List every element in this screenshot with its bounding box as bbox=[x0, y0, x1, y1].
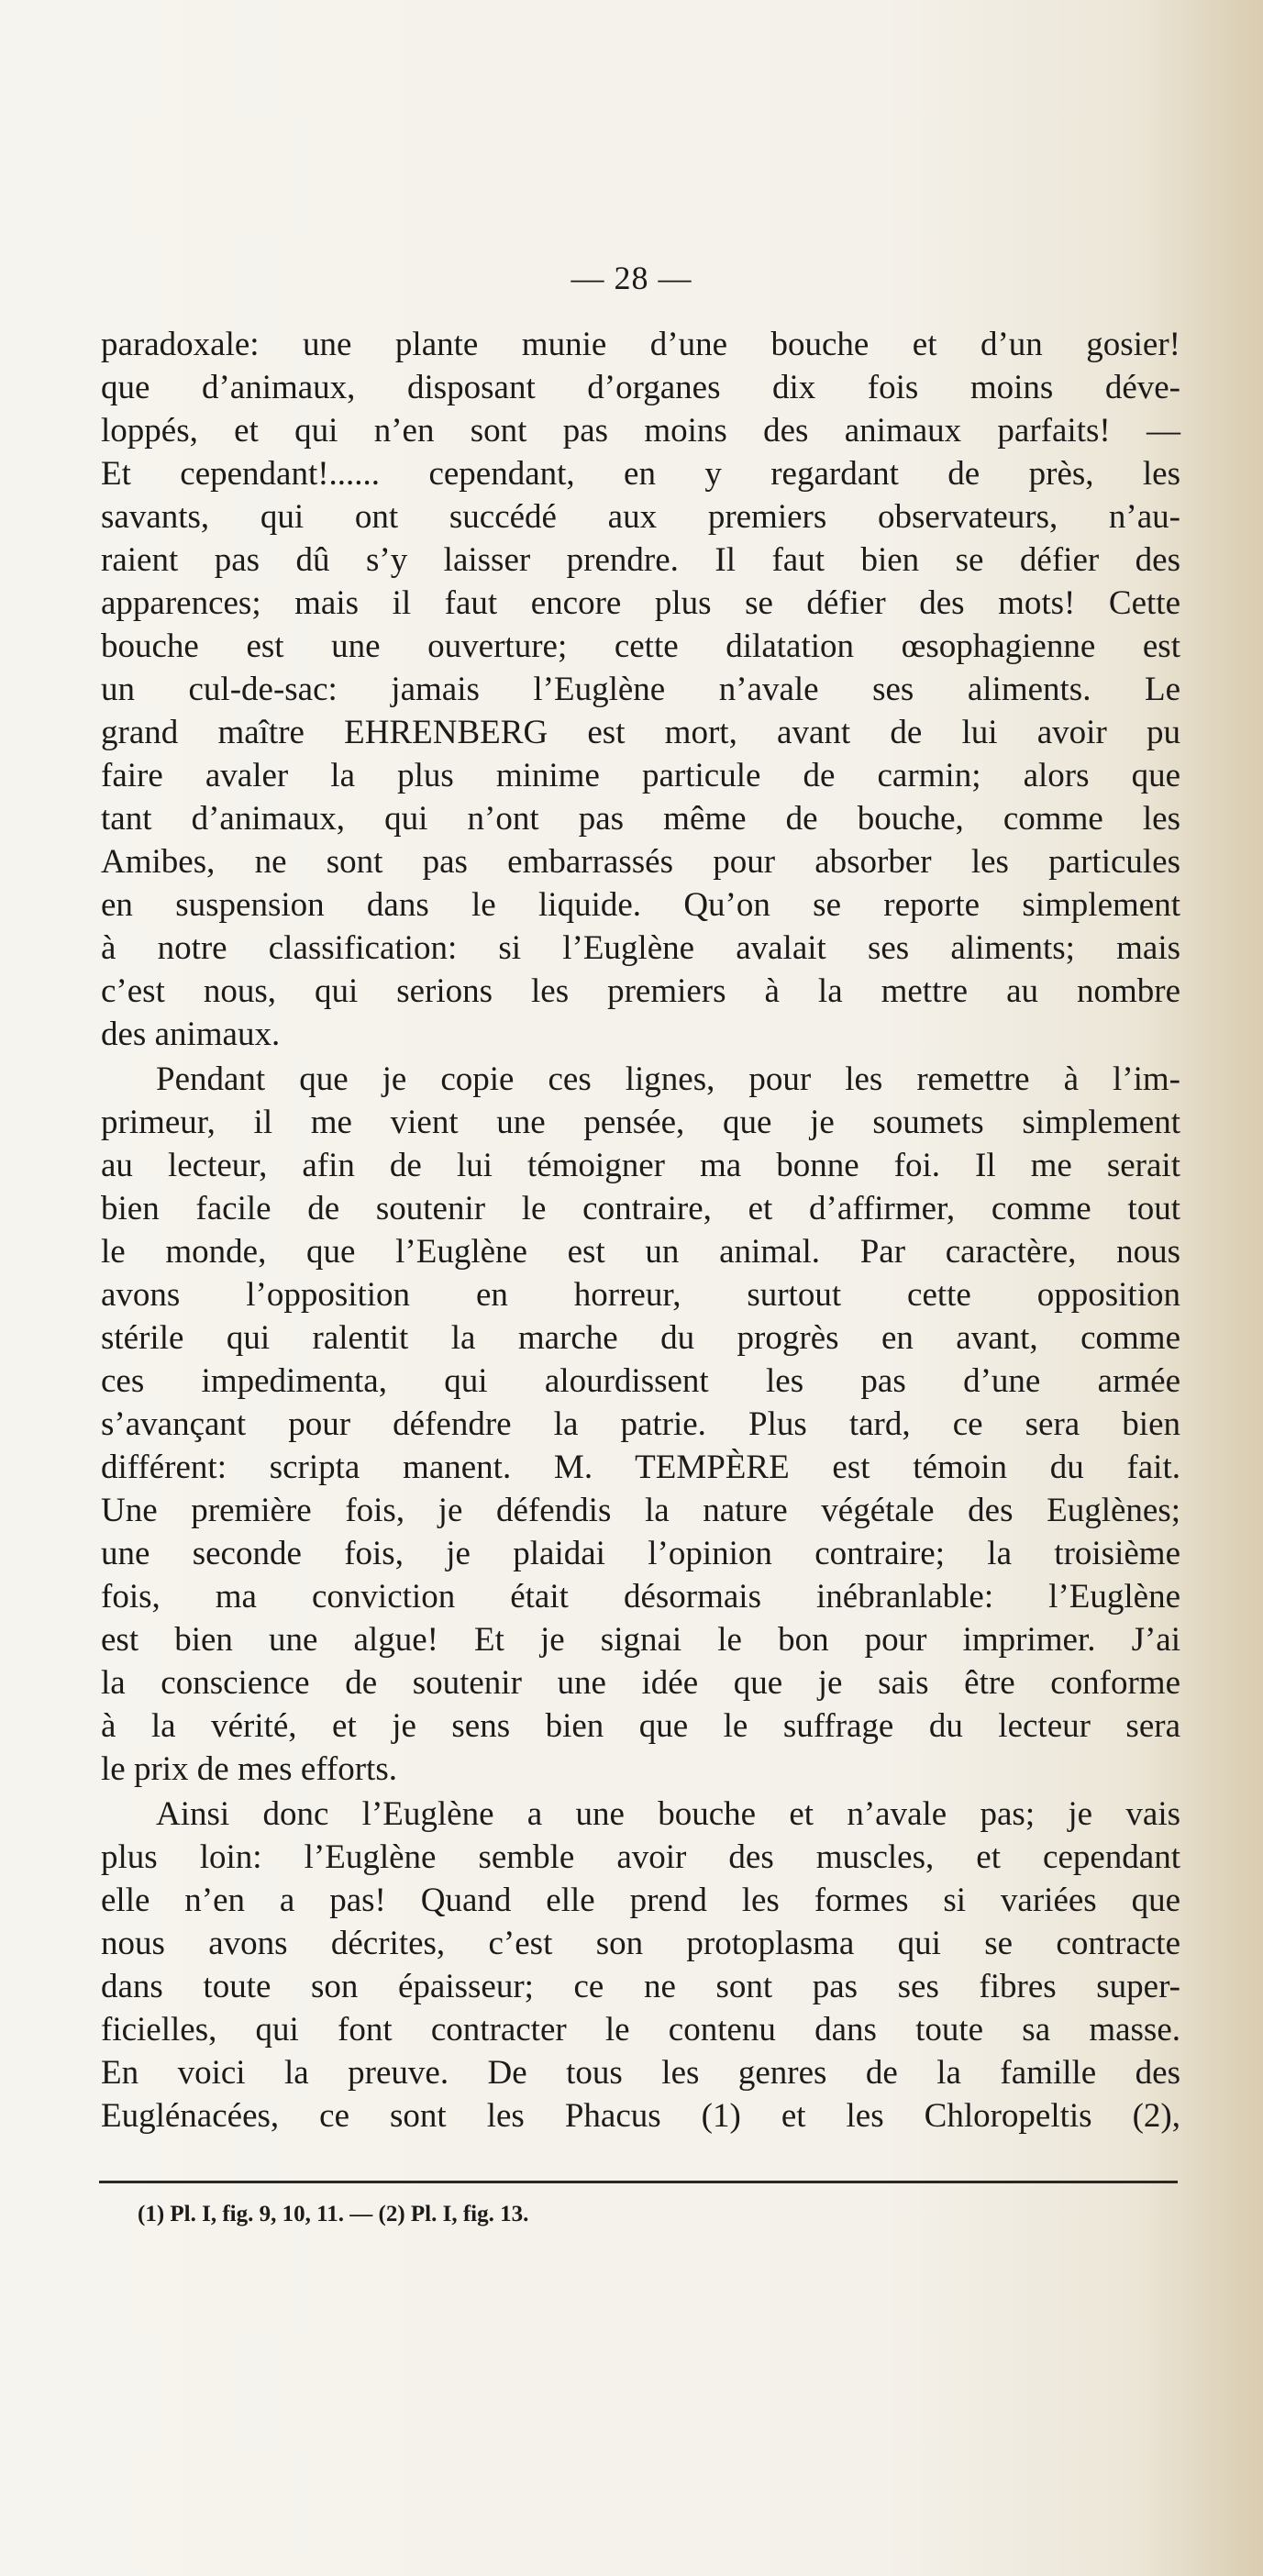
text-line: ficielles, qui font contracter le contenu dans toute sa masse. bbox=[101, 2011, 1180, 2049]
text-line: à la vérité, et je sens bien que le suffrage du lecteur sera bbox=[101, 1707, 1180, 1745]
text-line: en suspension dans le liquide. Qu’on se reporte simplement bbox=[101, 886, 1180, 924]
text-line: dans toute son épaisseur; ce ne sont pas ses fibres super- bbox=[101, 1968, 1180, 2005]
text-line: Pendant que je copie ces lignes, pour les remettre à l’im- bbox=[156, 1060, 1180, 1098]
text-line: la conscience de soutenir une idée que je sais être conforme bbox=[101, 1664, 1180, 1702]
text-line: une seconde fois, je plaidai l’opinion contraire; la troisième bbox=[101, 1535, 1180, 1572]
text-line: le monde, que l’Euglène est un animal. Par caractère, nous bbox=[101, 1233, 1180, 1271]
paragraph-3 bbox=[101, 1793, 1180, 2137]
text-line: s’avançant pour défendre la patrie. Plus tard, ce sera bien bbox=[101, 1405, 1180, 1443]
text-line: paradoxale: une plante munie d’une bouche et d’un gosier! bbox=[101, 326, 1180, 363]
page-number: — 28 — bbox=[571, 260, 692, 296]
text-line: Ainsi donc l’Euglène a une bouche et n’avale pas; je vais bbox=[156, 1795, 1180, 1833]
text-line: des animaux. bbox=[101, 1016, 281, 1053]
text-line: Et cependant!...... cependant, en y regardant de près, les bbox=[101, 455, 1180, 493]
text-line: que d’animaux, disposant d’organes dix fois moins déve- bbox=[101, 369, 1180, 406]
footnote-divider bbox=[99, 2181, 1178, 2183]
text-line: loppés, et qui n’en sont pas moins des animaux parfaits! — bbox=[101, 412, 1180, 450]
body-text bbox=[101, 323, 1180, 2137]
text-line: le prix de mes efforts. bbox=[101, 1750, 397, 1788]
text-line: apparences; mais il faut encore plus se défier des mots! Cette bbox=[101, 584, 1180, 622]
text-line: elle n’en a pas! Quand elle prend les formes si variées que bbox=[101, 1882, 1180, 1919]
text-line: Euglénacées, ce sont les Phacus (1) et les Chloropeltis (2), bbox=[101, 2097, 1180, 2135]
text-line: au lecteur, afin de lui témoigner ma bonne foi. Il me serait bbox=[101, 1147, 1180, 1184]
text-line: ces impedimenta, qui alourdissent les pas d’une armée bbox=[101, 1362, 1180, 1400]
text-line: En voici la preuve. De tous les genres de la famille des bbox=[101, 2054, 1180, 2092]
text-line: Amibes, ne sont pas embarrassés pour absorber les particules bbox=[101, 843, 1180, 881]
text-line: primeur, il me vient une pensée, que je soumets simplement bbox=[101, 1104, 1180, 1141]
text-line: à notre classification: si l’Euglène avalait ses aliments; mais bbox=[101, 929, 1180, 967]
text-line: bien facile de soutenir le contraire, et d’affirmer, comme tout bbox=[101, 1190, 1180, 1227]
text-line: nous avons décrites, c’est son protoplasma qui se contracte bbox=[101, 1925, 1180, 1962]
text-line: tant d’animaux, qui n’ont pas même de bouche, comme les bbox=[101, 800, 1180, 838]
text-line: un cul-de-sac: jamais l’Euglène n’avale ses aliments. Le bbox=[101, 671, 1180, 708]
text-line: avons l’opposition en horreur, surtout cette opposition bbox=[101, 1276, 1180, 1314]
text-line: différent: scripta manent. M. TEMPÈRE est témoin du fait. bbox=[101, 1449, 1180, 1486]
text-line: faire avaler la plus minime particule de carmin; alors que bbox=[101, 757, 1180, 794]
text-line: fois, ma conviction était désormais inébranlable: l’Euglène bbox=[101, 1578, 1180, 1616]
paragraph-2 bbox=[101, 1058, 1180, 1791]
text-line: est bien une algue! Et je signai le bon pour imprimer. J’ai bbox=[101, 1621, 1180, 1659]
text-line: raient pas dû s’y laisser prendre. Il faut bien se défier des bbox=[101, 541, 1180, 579]
text-line: plus loin: l’Euglène semble avoir des muscles, et cependant bbox=[101, 1838, 1180, 1876]
text-line: Une première fois, je défendis la nature végétale des Euglènes; bbox=[101, 1492, 1180, 1529]
text-line: stérile qui ralentit la marche du progrès en avant, comme bbox=[101, 1319, 1180, 1357]
text-line: savants, qui ont succédé aux premiers observateurs, n’au- bbox=[101, 498, 1180, 536]
text-line: c’est nous, qui serions les premiers à la mettre au nombre bbox=[101, 972, 1180, 1010]
paragraph-1 bbox=[101, 323, 1180, 1056]
footnote: (1) Pl. I, fig. 9, 10, 11. — (2) Pl. I, fig. 13. bbox=[138, 2202, 529, 2226]
text-line: bouche est une ouverture; cette dilatation œsophagienne est bbox=[101, 627, 1180, 665]
text-line: grand maître EHRENBERG est mort, avant de lui avoir pu bbox=[101, 714, 1180, 751]
